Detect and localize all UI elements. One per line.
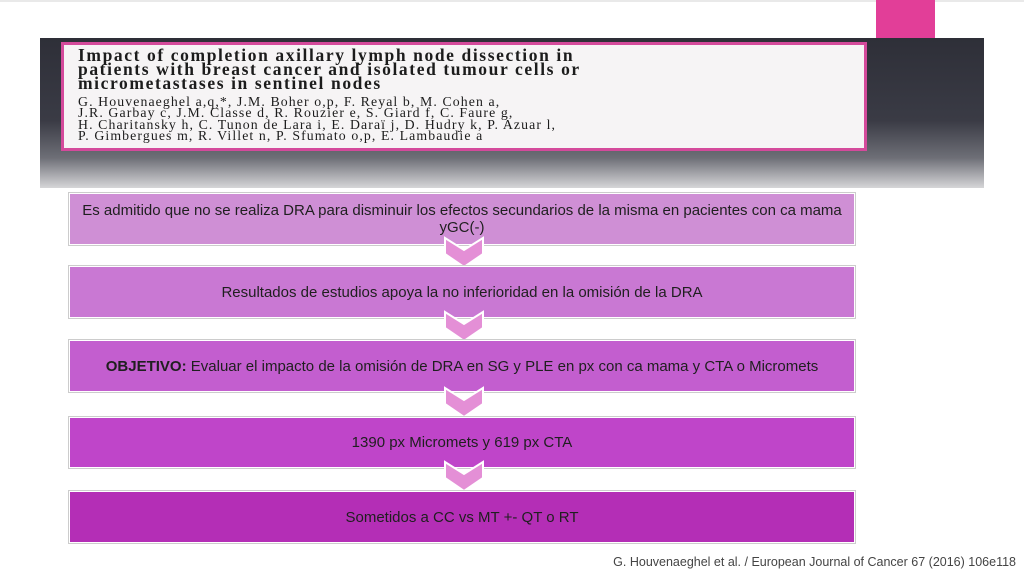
chevron-down-icon	[443, 386, 485, 419]
chevron-down-icon	[443, 460, 485, 493]
step-3-text: Evaluar el impacto de la omisión de DRA en SG y PLE en px con ca mama y CTA o Micromets	[186, 357, 819, 375]
step-2-text: Resultados de estudios apoya la no inferioridad en la omisión de la DRA	[221, 283, 703, 301]
citation-text: G. Houvenaeghel et al. / European Journal of Cancer 67 (2016) 106e118	[613, 555, 1016, 569]
chevron-down-icon	[443, 310, 485, 343]
paper-header-box	[61, 42, 867, 151]
step-3-label: OBJETIVO:	[105, 357, 187, 375]
step-3-box	[69, 340, 855, 392]
paper-authors: G. Houvenaeghel a,q,*, J.M. Boher o,p, F. Reyal b, M. Cohen a, J.R. Garbay c, J.M. Classe d, R. Rouzier e, S. Giard f, C. Faure g, H. Charitansky h, C. Tunon de Lara i, E. Daraï j, D. Hudry k, P. Azuar l, P. Gimbergues m, R. Villet n, P. Sfumato o,p, E. Lambaudie a	[78, 94, 557, 144]
top-divider-line	[0, 0, 1024, 2]
paper-title: Impact of completion axillary lymph node dissection in patients with breast cancer and isolated tumour cells or micrometastases in sentinel nodes	[78, 45, 581, 93]
step-5-text: Sometidos a CC vs MT +- QT o RT	[345, 508, 579, 526]
step-4-text: 1390 px Micromets y 619 px CTA	[351, 434, 573, 451]
step-3-content	[106, 358, 819, 375]
step-5-box	[69, 491, 855, 543]
chevron-down-icon	[443, 236, 485, 269]
step-1-text: Es admitido que no se realiza DRA para disminuir los efectos secundarios de la misma en pacientes con ca mama yGC(-)	[82, 202, 842, 236]
